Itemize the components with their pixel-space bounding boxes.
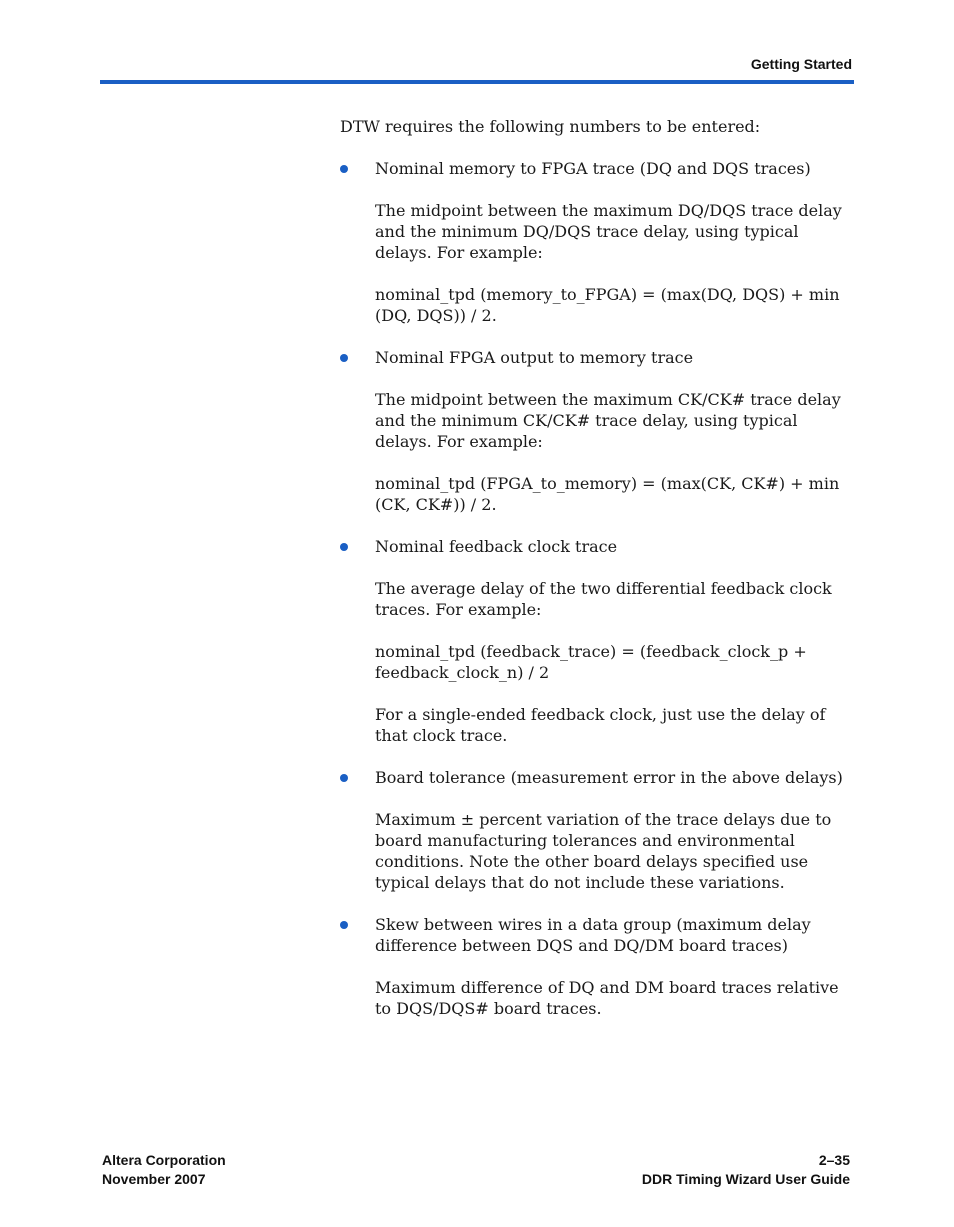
footer-left	[102, 1151, 226, 1189]
running-header-title: Getting Started	[750, 56, 852, 72]
list-item-formula: nominal_tpd (feedback_trace) = (feedback_clock_p + feedback_clock_n) / 2	[375, 642, 807, 682]
footer-company: Altera Corporation	[102, 1152, 226, 1168]
list-item-paragraph: The midpoint between the maximum CK/CK# trace delay and the minimum CK/CK# trace delay, using typical delays. For example:	[375, 390, 841, 451]
footer-page-number: 2–35	[818, 1152, 850, 1168]
bullet-icon	[340, 774, 348, 782]
list-item	[340, 536, 856, 746]
bullet-icon	[340, 543, 348, 551]
list-item-title: Skew between wires in a data group (maximum delay difference between DQS and DQ/DM board traces)	[375, 915, 811, 955]
list-item-paragraph: For a single-ended feedback clock, just use the delay of that clock trace.	[375, 705, 826, 745]
footer-doc-title: DDR Timing Wizard User Guide	[641, 1171, 850, 1187]
list-item-paragraph: Maximum difference of DQ and DM board traces relative to DQS/DQS# board traces.	[375, 978, 839, 1018]
list-item	[340, 767, 856, 893]
list-item-title: Nominal feedback clock trace	[375, 537, 618, 556]
main-content	[340, 116, 856, 1040]
list-item-paragraph: The midpoint between the maximum DQ/DQS trace delay and the minimum DQ/DQS trace delay, using typical delays. For example:	[375, 201, 842, 262]
list-item	[340, 158, 856, 326]
list-item-title: Board tolerance (measurement error in the above delays)	[375, 768, 843, 787]
list-item-formula: nominal_tpd (memory_to_FPGA) = (max(DQ, DQS) + min (DQ, DQS)) / 2.	[375, 285, 840, 325]
list-item-formula: nominal_tpd (FPGA_to_memory) = (max(CK, CK#) + min (CK, CK#)) / 2.	[375, 474, 840, 514]
footer-date: November 2007	[102, 1171, 206, 1187]
intro-paragraph: DTW requires the following numbers to be entered:	[340, 117, 761, 136]
list-item	[340, 347, 856, 515]
list-item-paragraph: The average delay of the two differential feedback clock traces. For example:	[375, 579, 832, 619]
bullet-icon	[340, 165, 348, 173]
bullet-icon	[340, 921, 348, 929]
list-item-paragraph: Maximum ± percent variation of the trace delays due to board manufacturing tolerances and environmental conditions. Note the other board delays specified use typical delays that do not include these variations.	[375, 810, 832, 892]
list-item	[340, 914, 856, 1019]
list-item-title: Nominal FPGA output to memory trace	[375, 348, 694, 367]
header-rule	[100, 80, 854, 84]
footer-right	[642, 1151, 850, 1189]
bullet-icon	[340, 354, 348, 362]
list-item-title: Nominal memory to FPGA trace (DQ and DQS traces)	[375, 159, 811, 178]
